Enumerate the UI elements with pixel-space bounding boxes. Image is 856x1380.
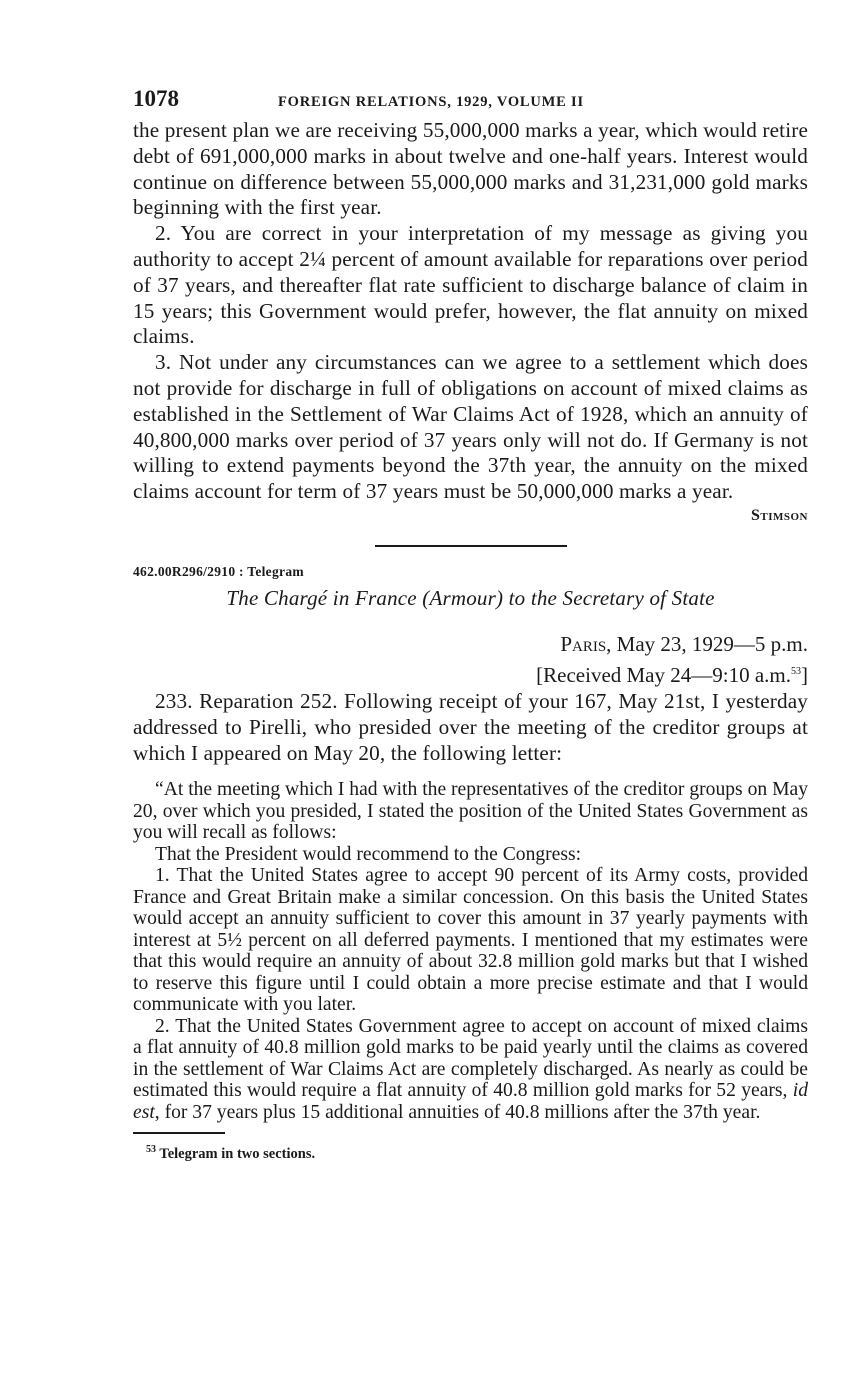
previous-document-continuation bbox=[133, 118, 808, 525]
received-close: ] bbox=[801, 662, 808, 687]
quote-text: 2. That the United States Government agree to accept on account of mixed claims a flat annuity of 40.8 million gold marks to be paid yearly until the claims as covered in the settlement of War Claims Act are completely discharged. As nearly as could be estimated this would require a flat annuity of 40.8 million gold marks for 52 years, bbox=[133, 1015, 808, 1102]
latin-phrase: id est bbox=[133, 1080, 808, 1123]
quote-paragraph: 1. That the United States agree to accept 90 percent of its Army costs, provided France and Great Britain make a similar concession. On this basis the United States would accept an annuity sufficient to cover this amount in 37 yearly payments with interest at 5½ percent on all deferred payments. I mentioned that my estimates were that this would require an annuity of about 32.8 million gold marks but that I wished to reserve this figure until I could obtain a more precise estimate and that I would communicate with you later. bbox=[133, 865, 808, 1016]
footnote-ref: 53 bbox=[791, 665, 801, 677]
dateline bbox=[133, 631, 808, 689]
paragraph: the present plan we are receiving 55,000,000 marks a year, which would retire debt of 691,000,000 marks in about twelve and one-half years. Interest would continue on difference between 55,000,000 marks and 31,231,000 gold marks beginning with the first year. bbox=[133, 118, 808, 220]
paragraph: 3. Not under any circumstances can we agree to a settlement which does not provide for discharge in full of obligations on account of mixed claims as established in the Settlement of War Claims Act of 1928, which an annuity of 40,800,000 marks over period of 37 years only will not do. If Germany is not willing to extend payments beyond the 37th year, the annuity on the mixed claims account for term of 37 years must be 50,000,000 marks a year. bbox=[133, 350, 808, 504]
footnote-text: Telegram in two sections. bbox=[159, 1146, 316, 1163]
quoted-letter bbox=[133, 779, 808, 1123]
quote-paragraph: “At the meeting which I had with the representatives of the creditor groups on May 20, over which you presided, I stated the position of the United States Government as you will recall as follows: bbox=[133, 779, 808, 844]
paragraph: 2. You are correct in your interpretation of my message as giving you authority to accept 2¼ percent of amount available for reparations over period of 37 years, and thereafter flat rate sufficient to discharge balance of claim in 15 years; this Government would prefer, however, the flat annuity on mixed claims. bbox=[133, 221, 808, 349]
place: Paris bbox=[560, 631, 607, 656]
quote-paragraph: That the President would recommend to the Congress: bbox=[155, 843, 582, 865]
received-date: [Received May 24—9:10 a.m. bbox=[536, 662, 791, 687]
section-divider bbox=[375, 545, 567, 547]
telegram-body bbox=[133, 689, 808, 766]
paragraph: 233. Reparation 252. Following receipt of your 167, May 21st, I yesterday addressed to Pirelli, who presided over the meeting of the creditor groups at which I appeared on May 20, the following letter: bbox=[133, 688, 808, 765]
running-head: FOREIGN RELATIONS, 1929, VOLUME II bbox=[278, 94, 584, 110]
footnote-divider bbox=[133, 1132, 225, 1134]
sent-date: , May 23, 1929—5 p.m. bbox=[606, 631, 808, 656]
file-reference: 462.00R296/2910 : Telegram bbox=[133, 563, 304, 579]
footnote bbox=[133, 1144, 808, 1163]
page-number: 1078 bbox=[133, 86, 179, 111]
document-page bbox=[133, 86, 808, 1163]
received-line bbox=[133, 658, 808, 689]
document-title: The Chargé in France (Armour) to the Secretary of State bbox=[226, 585, 715, 610]
sent-line bbox=[133, 631, 808, 658]
signature: Stimson bbox=[750, 506, 808, 524]
page-header bbox=[133, 86, 808, 118]
quote-paragraph bbox=[133, 1016, 808, 1124]
footnote-mark: 53 bbox=[146, 1144, 156, 1156]
quote-text: , for 37 years plus 15 additional annuities of 40.8 millions after the 37th year. bbox=[154, 1101, 761, 1123]
